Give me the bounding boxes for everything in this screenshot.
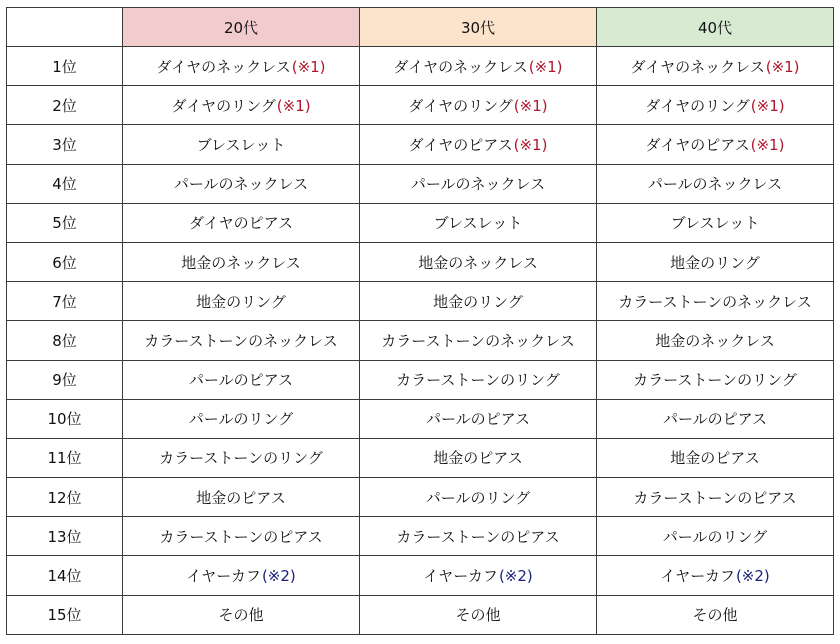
footnote-mark: (※1) xyxy=(750,96,785,115)
item-cell-30s xyxy=(360,125,597,164)
item-cell-40s xyxy=(597,321,834,360)
footnote-mark: (※1) xyxy=(528,57,563,76)
ranking-rows xyxy=(7,47,834,635)
item-label: 地金のリング xyxy=(670,253,760,272)
item-cell-40s xyxy=(597,478,834,517)
item-label: 地金のネックレス xyxy=(181,253,301,272)
item-label: 地金のリング xyxy=(196,292,286,311)
item-label: イヤーカフ xyxy=(423,567,498,586)
item-label: 地金のネックレス xyxy=(418,253,538,272)
item-cell-30s xyxy=(360,478,597,517)
item-cell-30s xyxy=(360,360,597,399)
rank-cell: 7位 xyxy=(7,282,123,321)
item-label: カラーストーンのリング xyxy=(159,449,323,468)
item-label: ダイヤのピアス xyxy=(188,214,294,233)
rank-cell: 13位 xyxy=(7,517,123,556)
header-corner xyxy=(7,8,123,47)
item-label: カラーストーンのピアス xyxy=(396,527,560,546)
item-label: ダイヤのピアス xyxy=(408,135,513,154)
footnote-mark: (※1) xyxy=(750,135,785,154)
table-row xyxy=(7,282,834,321)
item-label: 地金のピアス xyxy=(433,449,523,468)
item-cell-30s xyxy=(360,556,597,595)
item-cell-20s xyxy=(123,242,360,281)
item-cell-20s xyxy=(123,282,360,321)
item-cell-40s xyxy=(597,399,834,438)
item-cell-30s xyxy=(360,517,597,556)
item-cell-20s xyxy=(123,517,360,556)
item-label: カラーストーンのネックレス xyxy=(618,292,812,311)
item-cell-40s xyxy=(597,282,834,321)
item-cell-30s xyxy=(360,164,597,203)
item-cell-40s xyxy=(597,438,834,477)
table-row xyxy=(7,242,834,281)
table-row xyxy=(7,478,834,517)
item-label: ダイヤのネックレス xyxy=(630,57,765,76)
item-cell-20s xyxy=(123,47,360,86)
item-cell-20s xyxy=(123,438,360,477)
item-cell-30s xyxy=(360,399,597,438)
item-label: ブレスレット xyxy=(670,214,760,233)
item-cell-40s xyxy=(597,47,834,86)
table-row xyxy=(7,321,834,360)
item-label: イヤーカフ xyxy=(186,567,261,586)
item-cell-20s xyxy=(123,399,360,438)
item-label: カラーストーンのリング xyxy=(396,371,560,390)
footnote-mark: (※1) xyxy=(765,57,800,76)
item-label: カラーストーンのネックレス xyxy=(144,331,338,350)
rank-cell: 11位 xyxy=(7,438,123,477)
item-cell-20s xyxy=(123,86,360,125)
item-label: カラーストーンのピアス xyxy=(633,488,797,507)
footnote-mark: (※2) xyxy=(261,567,296,586)
table-row xyxy=(7,203,834,242)
footnote-mark: (※1) xyxy=(291,57,326,76)
item-label: ダイヤのリング xyxy=(408,96,513,115)
item-label: パールのネックレス xyxy=(173,175,309,194)
item-label: ダイヤのリング xyxy=(645,96,750,115)
rank-cell: 1位 xyxy=(7,47,123,86)
item-cell-40s xyxy=(597,203,834,242)
footnote-mark: (※2) xyxy=(735,567,770,586)
item-cell-40s xyxy=(597,595,834,634)
table-row xyxy=(7,517,834,556)
footnote-mark: (※2) xyxy=(498,567,533,586)
table-row xyxy=(7,125,834,164)
item-label: ダイヤのリング xyxy=(171,96,276,115)
footnote-mark: (※1) xyxy=(513,135,548,154)
item-cell-20s xyxy=(123,478,360,517)
item-label: その他 xyxy=(218,606,264,625)
rank-cell: 2位 xyxy=(7,86,123,125)
rank-cell: 3位 xyxy=(7,125,123,164)
item-label: パールのネックレス xyxy=(647,175,783,194)
rank-cell: 12位 xyxy=(7,478,123,517)
table-row xyxy=(7,595,834,634)
item-label: イヤーカフ xyxy=(660,567,735,586)
jewelry-ranking-table xyxy=(6,7,834,635)
item-label: カラーストーンのリング xyxy=(633,371,797,390)
item-cell-30s xyxy=(360,242,597,281)
item-cell-30s xyxy=(360,595,597,634)
item-cell-40s xyxy=(597,517,834,556)
item-cell-40s xyxy=(597,556,834,595)
rank-cell: 8位 xyxy=(7,321,123,360)
item-cell-40s xyxy=(597,360,834,399)
item-cell-30s xyxy=(360,282,597,321)
item-label: パールのリング xyxy=(188,410,294,429)
rank-cell: 15位 xyxy=(7,595,123,634)
item-cell-30s xyxy=(360,321,597,360)
item-cell-40s xyxy=(597,242,834,281)
table-row xyxy=(7,86,834,125)
rank-cell: 14位 xyxy=(7,556,123,595)
item-label: パールのピアス xyxy=(662,410,768,429)
item-label: ブレスレット xyxy=(196,135,286,154)
header-30s: 30代 xyxy=(360,8,597,47)
table-row xyxy=(7,360,834,399)
item-label: 地金のリング xyxy=(433,292,523,311)
item-cell-30s xyxy=(360,47,597,86)
item-label: ダイヤのネックレス xyxy=(393,57,528,76)
footnote-mark: (※1) xyxy=(513,96,548,115)
item-cell-40s xyxy=(597,164,834,203)
rank-cell: 5位 xyxy=(7,203,123,242)
item-label: 地金のネックレス xyxy=(655,331,775,350)
item-cell-20s xyxy=(123,203,360,242)
item-label: ダイヤのピアス xyxy=(645,135,750,154)
header-40s: 40代 xyxy=(597,8,834,47)
table-row xyxy=(7,556,834,595)
item-label: カラーストーンのピアス xyxy=(159,527,323,546)
item-label: パールのピアス xyxy=(188,371,294,390)
item-cell-20s xyxy=(123,556,360,595)
item-label: ブレスレット xyxy=(433,214,523,233)
item-label: ダイヤのネックレス xyxy=(156,57,291,76)
item-cell-20s xyxy=(123,321,360,360)
item-label: 地金のピアス xyxy=(196,488,286,507)
table-row xyxy=(7,164,834,203)
rank-cell: 9位 xyxy=(7,360,123,399)
rank-cell: 4位 xyxy=(7,164,123,203)
rank-cell: 10位 xyxy=(7,399,123,438)
rank-cell: 6位 xyxy=(7,242,123,281)
item-label: パールのリング xyxy=(662,527,768,546)
item-cell-40s xyxy=(597,86,834,125)
ranking-table-container xyxy=(6,7,834,635)
item-cell-40s xyxy=(597,125,834,164)
item-label: パールのネックレス xyxy=(410,175,546,194)
table-row xyxy=(7,47,834,86)
header-row xyxy=(7,8,834,47)
item-label: パールのピアス xyxy=(425,410,531,429)
item-cell-30s xyxy=(360,203,597,242)
item-label: カラーストーンのネックレス xyxy=(381,331,575,350)
table-row xyxy=(7,438,834,477)
item-cell-20s xyxy=(123,595,360,634)
item-label: その他 xyxy=(455,606,501,625)
table-row xyxy=(7,399,834,438)
item-label: その他 xyxy=(692,606,738,625)
item-cell-20s xyxy=(123,360,360,399)
item-cell-30s xyxy=(360,438,597,477)
item-label: 地金のピアス xyxy=(670,449,760,468)
item-cell-20s xyxy=(123,125,360,164)
header-20s: 20代 xyxy=(123,8,360,47)
footnote-mark: (※1) xyxy=(276,96,311,115)
item-cell-20s xyxy=(123,164,360,203)
item-label: パールのリング xyxy=(425,488,531,507)
item-cell-30s xyxy=(360,86,597,125)
